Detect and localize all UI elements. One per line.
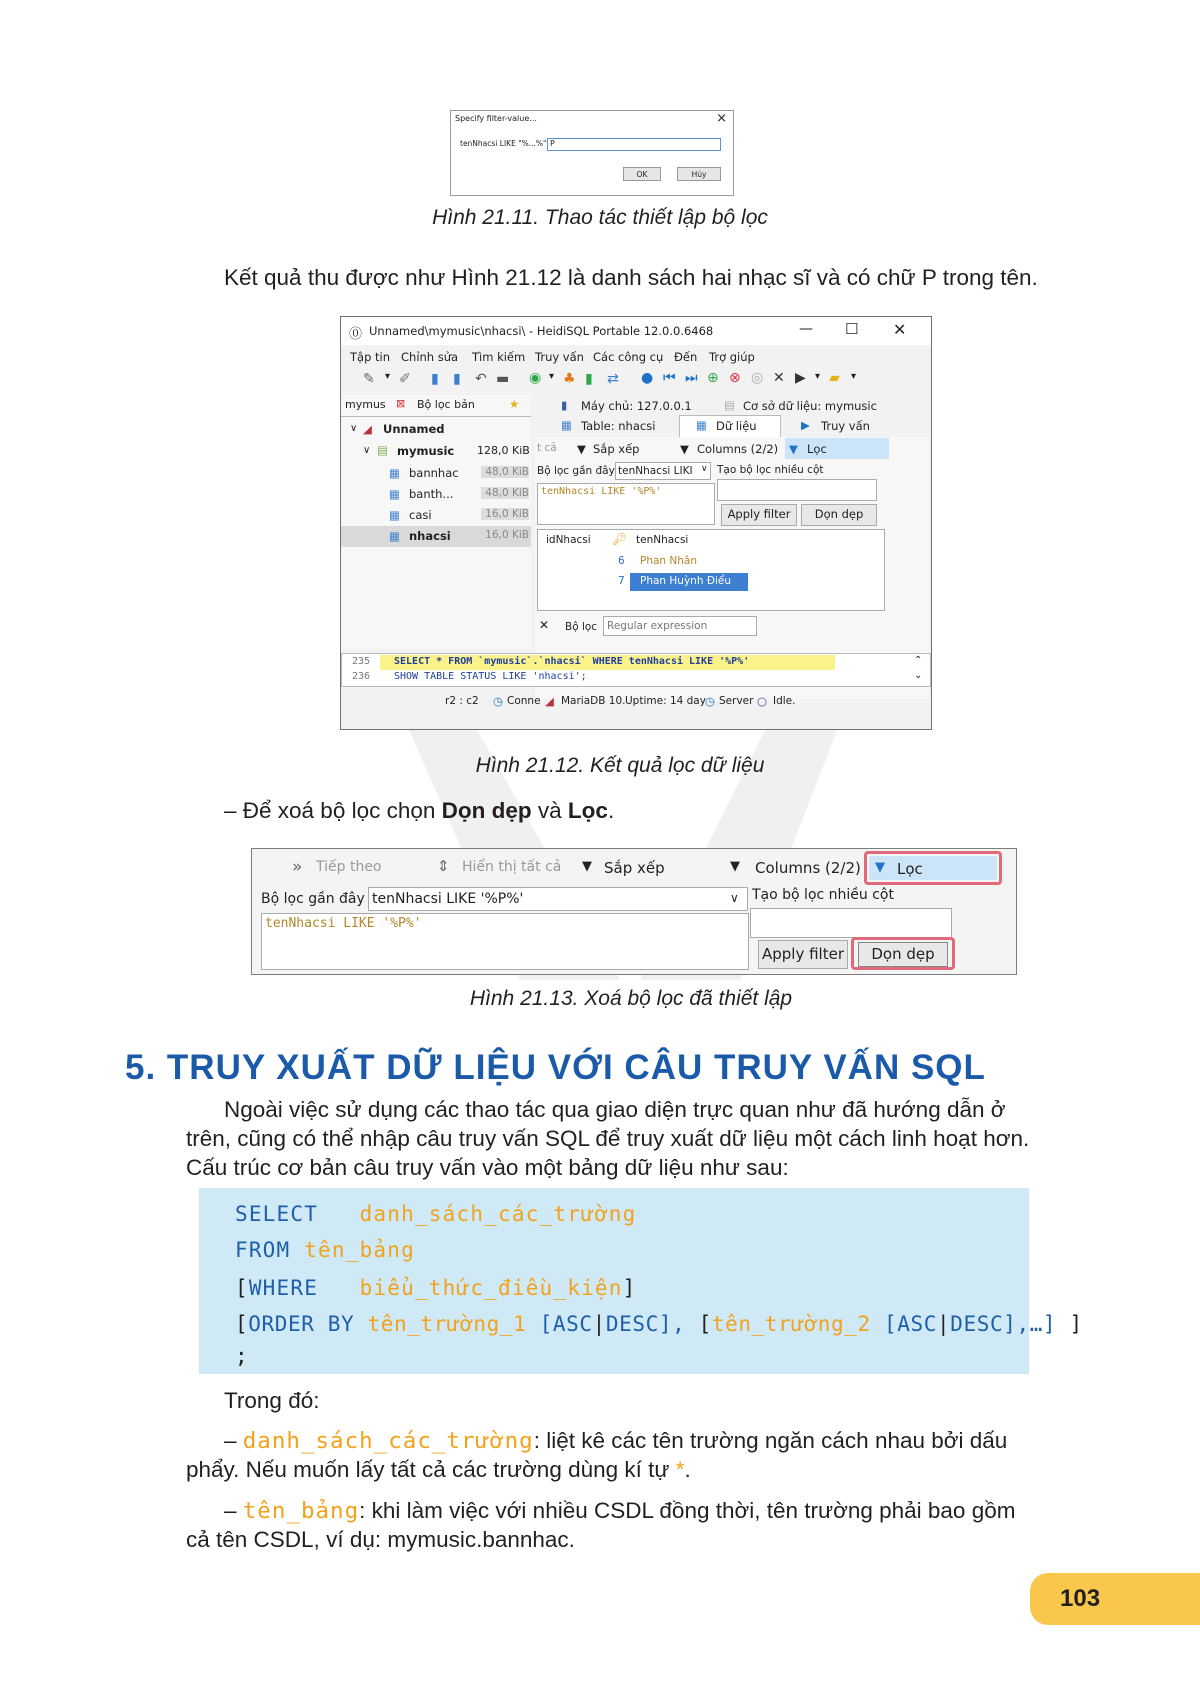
table-icon: ▦ [389, 508, 400, 522]
code-line-from [235, 1238, 415, 1262]
tree-table-size: 16,0 KiB [485, 529, 529, 541]
bracket: [ [235, 1312, 249, 1336]
tab-data[interactable]: Dữ liệu [716, 419, 757, 433]
toolbar [341, 369, 931, 393]
folder-icon[interactable]: ▰ [829, 370, 840, 386]
bracket: [ [235, 1276, 249, 1300]
tree-table-size: 48,0 KiB [481, 466, 529, 478]
tab-db[interactable]: mymus [345, 398, 386, 411]
status-server: Server [719, 695, 754, 707]
tree-db-size: 128,0 KiB [477, 444, 530, 457]
grid-cell-id[interactable]: 6 [618, 555, 625, 567]
filter-icon: ▼ [789, 442, 798, 456]
grid-icon: ▦ [696, 418, 707, 432]
tree-table-name[interactable]: nhacsi [409, 529, 451, 543]
sync-icon[interactable]: ⇄ [607, 371, 619, 387]
menu-edit[interactable]: Chỉnh sửa [401, 350, 459, 364]
definition-text: : liệt kê các tên trường ngăn cách nhau bởi dấu [533, 1428, 1008, 1453]
code-line-where [235, 1276, 636, 1300]
tree-table-name[interactable]: banth... [409, 487, 454, 501]
mariadb-icon: ◢ [545, 694, 554, 708]
idle-icon: ○ [757, 694, 768, 708]
filter-editor[interactable] [537, 483, 715, 525]
columns-icon: ▼ [680, 442, 689, 456]
scroll-down-icon[interactable]: ⌄ [914, 670, 923, 681]
clear-filter-note [224, 795, 614, 826]
kw-from: FROM [235, 1238, 291, 1262]
status-cursor: r2 : c2 [445, 695, 479, 707]
status-uptime: Uptime: 14 day [625, 695, 706, 707]
toolbar-truncated[interactable]: t cả [537, 442, 557, 454]
sort-icon: ▼ [582, 859, 592, 874]
trong-do-label: Trong đó: [224, 1388, 320, 1413]
sort-button[interactable]: Sắp xếp [604, 859, 665, 877]
note-mid: và [531, 798, 568, 823]
sort-button[interactable]: Sắp xếp [593, 442, 640, 456]
kw-desc: DESC], [605, 1312, 686, 1336]
kw-where: WHERE [248, 1276, 319, 1300]
clock-icon: ◷ [705, 694, 716, 708]
filter-expression: tenNhacsi LIKE '%P%' [265, 916, 422, 931]
window-title: Unnamed\mymusic\nhacsi\ - HeidiSQL Portable 12.0.0.6468 [369, 324, 714, 338]
figure-caption-21-13: Hình 21.13. Xoá bộ lọc đã thiết lập [469, 987, 793, 1010]
users-icon[interactable]: ♣ [563, 371, 576, 387]
multi-filter-label: Tạo bộ lọc nhiều cột [717, 464, 824, 476]
log-line-number: 235 [352, 656, 371, 667]
help-icon[interactable]: ● [641, 370, 654, 386]
undo-icon[interactable]: ↶ [475, 371, 487, 387]
columns-button[interactable]: Columns (2/2) [755, 859, 861, 877]
multi-filter-label: Tạo bộ lọc nhiều cột [752, 887, 894, 903]
tab-table[interactable]: Table: nhacsi [581, 419, 656, 433]
close-icon[interactable]: ✕ [893, 320, 907, 339]
server-icon: ◢ [363, 422, 372, 436]
scroll-up-icon[interactable]: ⌃ [914, 655, 923, 666]
term-table: tên_bảng [242, 1498, 360, 1524]
kw-order-by: ORDER BY [248, 1312, 355, 1336]
tab-query[interactable]: Truy vấn [821, 419, 870, 433]
code-line-end [235, 1344, 249, 1368]
menu-search[interactable]: Tìm kiếm [472, 350, 526, 364]
code-line-order: [ORDER BY tên_trường_1 [ASC|DESC], [tên_trường_2 [ASC|DESC],…] ] [235, 1312, 1083, 1336]
filter-button[interactable]: Lọc [807, 442, 827, 456]
figure-caption-21-12: Hình 21.12. Kết quả lọc dữ liệu [475, 754, 765, 777]
note-prefix: – Để xoá bộ lọc chọn [224, 798, 442, 823]
apply-filter-button[interactable]: Apply filter [721, 504, 797, 526]
multi-filter-input[interactable] [750, 908, 952, 938]
close-filter-icon[interactable]: ✕ [539, 618, 550, 632]
cancel-button[interactable]: Hủy [677, 167, 721, 181]
query-log [341, 653, 931, 687]
show-all-icon: ⇕ [437, 857, 450, 875]
period: . [684, 1457, 691, 1482]
data-grid [537, 529, 885, 611]
print-icon[interactable]: ▬ [496, 371, 510, 387]
clear-button[interactable]: Dọn dẹp [801, 504, 877, 526]
chevron-down-icon[interactable]: ∨ [701, 464, 708, 474]
filter-expression: tenNhacsi LIKE '%P%' [541, 486, 662, 497]
recent-filter-label: Bộ lọc gần đây [537, 465, 615, 477]
menu-tools[interactable]: Các công cụ [593, 350, 664, 364]
recent-filter-select[interactable]: tenNhacsi LIKE '%P%' [368, 887, 748, 911]
recent-filter-label: Bộ lọc gần đây [261, 891, 365, 907]
copy-icon[interactable]: ▮ [431, 371, 439, 387]
figure-caption-21-11: Hình 21.11. Thao tác thiết lập bộ lọc [432, 206, 768, 229]
expand-icon-db[interactable]: ∨ [363, 445, 371, 456]
intro-paragraph: Kết quả thu được như Hình 21.12 là danh sách hai nhạc sĩ và có chữ P trong tên. [224, 265, 1038, 290]
menu-query[interactable]: Truy vấn [535, 350, 584, 364]
table-tab-icon: ▦ [561, 418, 572, 432]
tab-database[interactable]: Cơ sở dữ liệu: mymusic [743, 399, 877, 413]
columns-button[interactable]: Columns (2/2) [697, 442, 779, 456]
note-bold-clear: Dọn dẹp [441, 798, 532, 823]
filter-button[interactable]: Lọc [897, 860, 923, 878]
show-all-button[interactable]: Hiển thị tất cả [462, 859, 562, 875]
tab-filter[interactable]: Bộ lọc bản [417, 398, 475, 411]
apply-filter-button[interactable]: Apply filter [758, 940, 848, 969]
dropdown-icon[interactable]: ▾ [385, 371, 391, 382]
clear-button[interactable]: Dọn dẹp [858, 942, 948, 967]
dropdown-icon-4[interactable]: ▾ [851, 371, 857, 382]
code-line-select [235, 1202, 636, 1226]
db-tab-icon: ▤ [724, 398, 735, 412]
filter-field-label: tenNhacsi LIKE "%...%" [460, 139, 547, 148]
export-icon[interactable]: ▮ [585, 371, 593, 387]
definition-text: cả tên CSDL, ví dụ: mymusic.bannhac. [186, 1527, 575, 1552]
recent-filter-select[interactable]: tenNhacsi LIKI [615, 462, 711, 480]
refresh-icon[interactable]: ◉ [529, 370, 542, 386]
run-icon[interactable]: ▶ [795, 370, 806, 386]
id-condition: biểu_thức_điều_kiện [359, 1276, 623, 1300]
server-tab-icon: ▮ [561, 398, 568, 412]
status-bar [341, 689, 931, 729]
tree-table-name[interactable]: casi [409, 508, 432, 522]
grid-cell-name[interactable]: Phan Huỳnh Điểu [640, 575, 731, 587]
filter-toolbar-zoom [251, 848, 1017, 975]
close-tab-icon[interactable]: ⊠ [396, 397, 406, 410]
sql-syntax-block [199, 1188, 1083, 1374]
clock-icon: ◷ [493, 694, 504, 708]
bottom-filter-label: Bộ lọc [565, 621, 598, 633]
expand-icon[interactable]: ∨ [350, 423, 358, 434]
table-icon: ▦ [389, 466, 400, 480]
id-field2: tên_trường_2 [711, 1312, 871, 1336]
grid-header-id[interactable]: idNhacsi [546, 534, 591, 546]
dash: – [224, 1498, 243, 1523]
chevron-down-icon[interactable]: ∨ [730, 891, 739, 905]
note-end: . [607, 798, 615, 823]
definition-item-2-cont [186, 1524, 575, 1555]
filter-button-bg [785, 438, 889, 459]
tree-db[interactable]: mymusic [397, 444, 455, 458]
status-connection: Conne [507, 695, 541, 707]
dropdown-icon-2[interactable]: ▾ [549, 371, 555, 382]
grid-cell-name[interactable]: Phan Nhân [640, 555, 698, 567]
bracket: ] [1069, 1312, 1083, 1336]
clear-highlight-box [851, 937, 955, 970]
definition-text: phẩy. Nếu muốn lấy tất cả các trường dùng kí tự [186, 1457, 676, 1482]
key-icon: 🔑︎ [612, 532, 627, 546]
definition-item-2 [224, 1495, 1015, 1527]
filter-editor[interactable] [261, 913, 749, 970]
id-field1: tên_trường_1 [367, 1312, 527, 1336]
heidisql-window [340, 316, 932, 730]
filter-value-dialog [450, 110, 734, 196]
multi-filter-input[interactable] [717, 479, 877, 501]
dialog-title: Specify filter-value... [455, 114, 537, 123]
delete-row-icon[interactable]: ⊗ [729, 370, 741, 386]
menu-bar [341, 347, 931, 367]
cancel-icon[interactable]: ✕ [773, 370, 785, 386]
last-icon[interactable]: ⏭ [685, 370, 698, 386]
add-row-icon[interactable]: ⊕ [707, 370, 719, 386]
status-idle: Idle. [773, 695, 796, 707]
bracket: [ [698, 1312, 712, 1336]
paragraph-line: Cấu trúc cơ bản câu truy vấn vào một bảng dữ liệu như sau: [186, 1155, 789, 1180]
filter-icon: ▼ [875, 860, 885, 875]
semicolon: ; [235, 1344, 249, 1368]
dropdown-icon-3[interactable]: ▾ [815, 371, 821, 382]
table-icon: ▦ [389, 487, 400, 501]
disconnect-icon[interactable]: ✐ [399, 371, 411, 387]
tree-table-size: 16,0 KiB [481, 508, 529, 520]
next-button[interactable]: Tiếp theo [316, 859, 382, 875]
columns-icon: ▼ [730, 859, 740, 874]
regex-filter-input[interactable]: Regular expression [603, 616, 757, 636]
definition-item-1 [224, 1425, 1007, 1457]
tree-table-size: 48,0 KiB [481, 487, 529, 499]
filter-button-bg [869, 856, 997, 880]
bracket: ] [622, 1276, 637, 1300]
status-server-version: MariaDB 10. [561, 695, 626, 707]
log-line-text: SELECT * FROM `mymusic`.`nhacsi` WHERE tenNhacsi LIKE '%P%' [394, 656, 750, 667]
close-icon[interactable]: × [716, 111, 727, 126]
dash: – [224, 1428, 243, 1453]
left-pane [341, 395, 531, 649]
app-logo-icon: ⓪ [349, 327, 363, 342]
database-icon: ▤ [377, 443, 388, 457]
id-table: tên_bảng [304, 1238, 415, 1262]
menu-file[interactable]: Tập tin [350, 350, 391, 364]
connect-icon[interactable]: ✎ [363, 371, 375, 387]
section-heading: 5. TRUY XUẤT DỮ LIỆU VỚI CÂU TRUY VẤN SQL [125, 1048, 986, 1087]
ok-button[interactable]: OK [623, 167, 661, 181]
id-fields: danh_sách_các_trường [359, 1202, 637, 1226]
page-number: 103 [1030, 1573, 1200, 1625]
first-icon[interactable]: ⏮ [663, 370, 676, 386]
log-line-number: 236 [352, 671, 371, 682]
kw-select: SELECT [235, 1202, 319, 1226]
menu-goto[interactable]: Đến [674, 350, 698, 364]
post-icon[interactable]: ◎ [751, 370, 764, 386]
paragraph-line: trên, cũng có thể nhập câu truy vấn SQL để truy xuất dữ liệu một cách linh hoạt hơn. [186, 1126, 1030, 1151]
grid-cell-id[interactable]: 7 [618, 575, 625, 587]
filter-value-input[interactable]: P [547, 138, 721, 151]
definition-text: : khi làm việc với nhiều CSDL đồng thời, tên trường phải bao gồm [359, 1498, 1016, 1523]
star-symbol: * [675, 1457, 685, 1482]
run-tab-icon: ▶ [801, 418, 810, 432]
kw-asc: [ASC [539, 1312, 593, 1336]
next-icon: » [292, 857, 303, 877]
left-tabs [341, 395, 531, 417]
menu-help[interactable]: Trợ giúp [709, 350, 755, 364]
paste-icon[interactable]: ▮ [453, 371, 461, 387]
definition-item-1-cont [186, 1454, 691, 1485]
sort-icon: ▼ [577, 442, 586, 456]
log-line-text: SHOW TABLE STATUS LIKE 'nhacsi'; [394, 671, 587, 682]
minimize-icon[interactable]: — [799, 321, 813, 337]
kw-desc: DESC],…] [950, 1312, 1057, 1336]
table-icon: ▦ [389, 529, 400, 543]
tree-root[interactable]: Unnamed [383, 422, 445, 436]
tab-server[interactable]: Máy chủ: 127.0.0.1 [581, 399, 692, 413]
tree-table-name[interactable]: bannhac [409, 466, 459, 480]
term-fields: danh_sách_các_trường [242, 1428, 534, 1454]
grid-header-name[interactable]: tenNhacsi [636, 534, 689, 546]
kw-asc: [ASC [884, 1312, 937, 1336]
filter-highlight-box [864, 851, 1002, 885]
star-icon[interactable]: ★ [509, 397, 520, 411]
maximize-icon[interactable]: ☐ [845, 320, 859, 338]
note-bold-filter: Lọc [567, 798, 608, 823]
paragraph-line: Ngoài việc sử dụng các thao tác qua giao diện trực quan như đã hướng dẫn ở [224, 1097, 1006, 1122]
